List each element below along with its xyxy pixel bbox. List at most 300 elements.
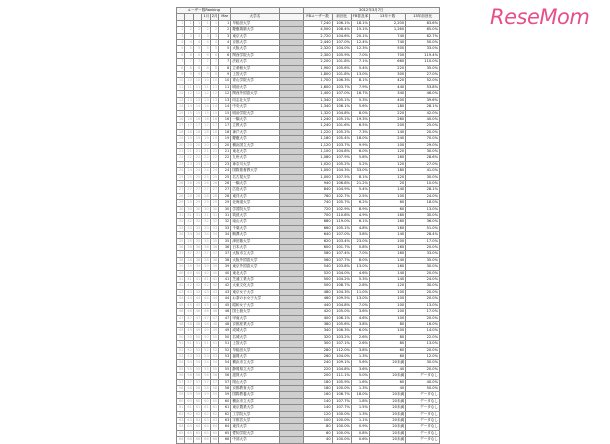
table-cell: 22.0% xyxy=(406,334,440,340)
table-cell: 6 xyxy=(219,52,231,58)
table-cell: 9 xyxy=(177,72,185,78)
table-cell: 300 xyxy=(303,341,332,347)
table-cell: 100.0% xyxy=(332,430,351,436)
table-cell: 36 xyxy=(193,245,201,251)
table-cell: 20 xyxy=(202,142,210,148)
table-cell: 40 xyxy=(219,270,231,276)
table-cell: 100.0% xyxy=(332,437,351,443)
table-cell: 104.3% xyxy=(332,168,351,174)
table-cell: 107.4% xyxy=(332,251,351,257)
table-cell: 8.1% xyxy=(351,78,369,84)
table-cell: 49 xyxy=(219,328,231,334)
table-cell: 1,240 xyxy=(303,116,332,122)
table-cell: 5 xyxy=(193,46,201,52)
table-cell: 36 xyxy=(177,245,185,251)
table-cell: 6.0% xyxy=(351,148,369,154)
table-cell: 540 xyxy=(303,264,332,270)
column-header: 2月 xyxy=(211,14,218,19)
table-cell: 30 xyxy=(210,206,218,212)
table-cell: 52 xyxy=(185,347,193,353)
table-cell: 100 xyxy=(369,309,405,315)
table-cell: 112.0% xyxy=(332,347,351,353)
table-cell: 48 xyxy=(219,321,231,327)
table-cell: 70.0% xyxy=(406,136,440,142)
table-cell: 30.0% xyxy=(406,174,440,180)
ranking-table xyxy=(176,7,440,444)
table-cell: 60 xyxy=(219,398,231,404)
table-cell: 20.0% xyxy=(406,366,440,372)
table-cell: 104.8% xyxy=(332,110,351,116)
university-name: 日本大学 xyxy=(231,245,279,251)
table-cell: 100 xyxy=(369,302,405,308)
table-cell: 51 xyxy=(193,341,201,347)
table-cell: 105.2% xyxy=(332,161,351,167)
table-cell: 55 xyxy=(219,366,231,372)
table-cell: 35 xyxy=(177,238,185,244)
table-cell: 33 xyxy=(185,225,193,231)
table-cell: 22 xyxy=(202,155,210,161)
table-cell: 27 xyxy=(210,187,218,193)
table-cell: 4.9% xyxy=(351,213,369,219)
table-cell: 39 xyxy=(202,264,210,270)
table-cell: 52 xyxy=(193,347,201,353)
table-cell: 24 xyxy=(202,168,210,174)
table-cell: 11 xyxy=(177,84,185,90)
table-cell: 26 xyxy=(219,180,231,186)
table-cell: 18 xyxy=(185,129,193,135)
table-cell: 106.3% xyxy=(332,78,351,84)
table-cell: 400 xyxy=(303,315,332,321)
table-cell: 30.0% xyxy=(406,264,440,270)
table-cell: 5 xyxy=(202,46,210,52)
table-cell: 49 xyxy=(185,328,193,334)
table-cell: 1,340 xyxy=(303,97,332,103)
table-cell: 28 xyxy=(193,193,201,199)
table-cell: 65 xyxy=(202,430,210,436)
table-cell: 29 xyxy=(185,200,193,206)
table-cell: 46 xyxy=(202,309,210,315)
table-cell: 32 xyxy=(219,219,231,225)
table-cell: 11 xyxy=(210,84,218,90)
table-cell: 50.0% xyxy=(406,385,440,391)
table-cell: 1,080 xyxy=(303,155,332,161)
table-cell: 560 xyxy=(303,257,332,263)
table-cell: 340 xyxy=(303,328,332,334)
table-cell: 3 xyxy=(177,33,185,39)
university-name: 東洋大学 xyxy=(231,193,279,199)
table-cell: 43 xyxy=(202,289,210,295)
table-cell: 44 xyxy=(219,296,231,302)
table-cell: 40 xyxy=(303,437,332,443)
table-cell: 1,180 xyxy=(303,136,332,142)
table-cell: 17 xyxy=(193,123,201,129)
table-cell: 2,200 xyxy=(369,20,405,26)
table-cell: 120 xyxy=(369,161,405,167)
table-cell: 640 xyxy=(303,232,332,238)
table-cell: 22 xyxy=(210,155,218,161)
table-cell: 660 xyxy=(369,59,405,65)
table-cell: 65 xyxy=(210,430,218,436)
table-cell: 140 xyxy=(369,277,405,283)
table-cell: 53 xyxy=(193,353,201,359)
table-cell: 64 xyxy=(210,424,218,430)
table-cell: 21.2% xyxy=(351,180,369,186)
table-cell: 14 xyxy=(193,104,201,110)
table-cell: 51 xyxy=(219,341,231,347)
table-cell: 33 xyxy=(219,225,231,231)
table-cell: 16.0% xyxy=(406,321,440,327)
table-cell: 13 xyxy=(177,97,185,103)
table-cell: 42 xyxy=(177,283,185,289)
table-cell: 35 xyxy=(210,238,218,244)
table-cell: 17.0% xyxy=(406,309,440,315)
table-cell: 48 xyxy=(177,321,185,327)
table-cell: 30.0% xyxy=(406,148,440,154)
table-cell: 2.6% xyxy=(351,334,369,340)
table-cell: 50 xyxy=(193,334,201,340)
table-cell: 34 xyxy=(210,232,218,238)
table-cell: 25 xyxy=(193,174,201,180)
table-cell: 20.0% xyxy=(406,296,440,302)
table-cell: 2,320 xyxy=(303,46,332,52)
table-cell: 24 xyxy=(210,168,218,174)
table-cell: 11.0% xyxy=(351,289,369,295)
table-cell: 42.0% xyxy=(406,110,440,116)
table-cell: 9 xyxy=(210,72,218,78)
table-cell: 3.8% xyxy=(351,232,369,238)
table-cell: 5 xyxy=(185,46,193,52)
table-cell: 140 xyxy=(369,129,405,135)
university-name: 明治学院大学 xyxy=(231,110,279,116)
table-cell: 4 xyxy=(219,40,231,46)
university-name: 滋賀大学 xyxy=(231,373,279,379)
university-name: 中央大学 xyxy=(231,104,279,110)
table-cell: 50 xyxy=(185,334,193,340)
table-cell: 220 xyxy=(369,65,405,71)
table-cell: 340 xyxy=(369,91,405,97)
table-cell: 104.0% xyxy=(332,270,351,276)
table-cell: 36 xyxy=(185,245,193,251)
table-cell: 104.3% xyxy=(332,289,351,295)
table-cell: 2 xyxy=(202,27,210,33)
table-cell: 39 xyxy=(219,264,231,270)
table-cell: 220 xyxy=(303,366,332,372)
table-cell: 280 xyxy=(303,347,332,353)
table-cell: 53 xyxy=(185,353,193,359)
table-cell: 49 xyxy=(202,328,210,334)
table-cell: 19 xyxy=(185,136,193,142)
table-cell: 33 xyxy=(193,225,201,231)
table-cell: 4.6% xyxy=(351,270,369,276)
table-cell: 34 xyxy=(177,232,185,238)
table-cell: 15 xyxy=(177,110,185,116)
table-cell: 10 xyxy=(177,78,185,84)
table-cell: 41 xyxy=(210,277,218,283)
table-cell: 104.0% xyxy=(332,46,351,52)
table-cell: 28.4% xyxy=(406,232,440,238)
table-cell: 26 xyxy=(177,180,185,186)
table-cell: 220 xyxy=(369,110,405,116)
table-cell: 60 xyxy=(369,379,405,385)
table-cell: 106.7% xyxy=(332,392,351,398)
table-cell: 8.9% xyxy=(351,206,369,212)
table-cell: 20 xyxy=(219,142,231,148)
table-cell: 7 xyxy=(193,59,201,65)
table-cell: 53.8% xyxy=(406,84,440,90)
table-cell: 460 xyxy=(303,296,332,302)
university-name: 一橋大学 xyxy=(231,116,279,122)
table-cell: 100 xyxy=(369,238,405,244)
table-cell: 19 xyxy=(219,136,231,142)
table-cell: 1 xyxy=(193,20,201,26)
table-cell: 17 xyxy=(219,123,231,129)
table-cell: 39 xyxy=(210,264,218,270)
table-cell: 18 xyxy=(202,129,210,135)
table-cell: 2 xyxy=(210,27,218,33)
table-cell: 8 xyxy=(202,65,210,71)
table-cell: 52.0% xyxy=(406,78,440,84)
table-cell: 140 xyxy=(369,270,405,276)
table-cell: 23 xyxy=(177,161,185,167)
table-cell: 64 xyxy=(185,424,193,430)
table-cell: 140 xyxy=(369,257,405,263)
column-header: 1月 xyxy=(203,14,210,19)
table-cell: 63 xyxy=(202,418,210,424)
table-cell: 4 xyxy=(185,40,193,46)
table-cell: 32 xyxy=(193,219,201,225)
table-cell: 38 xyxy=(177,257,185,263)
table-cell: 32 xyxy=(177,219,185,225)
table-cell: 63 xyxy=(185,418,193,424)
table-cell: 200 xyxy=(369,123,405,129)
table-cell: 37 xyxy=(210,251,218,257)
table-cell: 45 xyxy=(202,302,210,308)
table-cell: 107.0% xyxy=(332,91,351,97)
table-cell: 105.7% xyxy=(332,200,351,206)
table-cell: 0.8% xyxy=(351,430,369,436)
table-cell: 40 xyxy=(202,270,210,276)
table-cell: 31 xyxy=(219,213,231,219)
table-cell: 18 xyxy=(193,129,201,135)
table-cell: 28 xyxy=(177,193,185,199)
table-cell: 700 xyxy=(303,213,332,219)
table-cell: 54 xyxy=(202,360,210,366)
table-cell: 1,800 xyxy=(303,72,332,78)
table-cell: 56 xyxy=(210,373,218,379)
table-cell: 104.6% xyxy=(332,33,351,39)
table-cell: 5.3% xyxy=(351,97,369,103)
table-cell: 37 xyxy=(202,251,210,257)
university-name: 南山大学 xyxy=(231,219,279,225)
table-cell: 80 xyxy=(303,424,332,430)
table-cell: 1,240 xyxy=(303,123,332,129)
table-cell: 108.7% xyxy=(332,283,351,289)
table-cell: 440 xyxy=(369,84,405,90)
table-cell: 35 xyxy=(219,238,231,244)
table-cell: 60 xyxy=(202,398,210,404)
table-cell: 101.6% xyxy=(332,123,351,129)
university-name: 国際教養大学 xyxy=(231,392,279,398)
table-cell: 57 xyxy=(193,379,201,385)
table-cell: 9 xyxy=(202,72,210,78)
university-name: 工学院大学 xyxy=(231,411,279,417)
table-cell: 4 xyxy=(177,40,185,46)
table-cell: 31 xyxy=(185,213,193,219)
university-name: 国士舘大学 xyxy=(231,309,279,315)
table-cell: 30 xyxy=(177,206,185,212)
table-cell: 101.8% xyxy=(332,72,351,78)
university-name: 神奈川大学 xyxy=(231,161,279,167)
table-cell: 4 xyxy=(202,40,210,46)
table-cell: 8 xyxy=(219,65,231,71)
table-cell: 15 xyxy=(202,110,210,116)
table-cell: 43 xyxy=(185,289,193,295)
resemom-logo xyxy=(490,5,608,31)
table-cell: 9.9% xyxy=(351,142,369,148)
table-cell: 11 xyxy=(193,84,201,90)
table-cell: データなし xyxy=(406,398,440,404)
table-cell: 400 xyxy=(369,97,405,103)
table-cell: 106.1% xyxy=(332,315,351,321)
table-cell: 17 xyxy=(202,123,210,129)
table-cell: 57 xyxy=(219,379,231,385)
table-cell: 40 xyxy=(193,270,201,276)
table-cell: 14 xyxy=(185,104,193,110)
table-cell: データなし xyxy=(406,373,440,379)
table-cell: 20 xyxy=(369,180,405,186)
table-cell: 300 xyxy=(369,72,405,78)
table-cell: 49 xyxy=(210,328,218,334)
table-cell: 14 xyxy=(202,104,210,110)
table-cell: 680 xyxy=(303,219,332,225)
table-cell: 20未満 xyxy=(369,411,405,417)
table-cell: 42 xyxy=(185,283,193,289)
table-cell: 40 xyxy=(369,366,405,372)
table-cell: 11 xyxy=(185,84,193,90)
table-cell: 5 xyxy=(177,46,185,52)
table-cell: 28 xyxy=(202,193,210,199)
table-cell: 16 xyxy=(193,116,201,122)
table-cell: 107.0% xyxy=(332,232,351,238)
table-cell: 45 xyxy=(185,302,193,308)
table-cell: 3 xyxy=(193,33,201,39)
table-cell: 940 xyxy=(303,180,332,186)
table-cell: 17 xyxy=(210,123,218,129)
university-name: 法政大学 xyxy=(231,59,279,65)
table-cell: 66 xyxy=(185,437,193,443)
table-cell: データなし xyxy=(406,405,440,411)
table-cell: 7 xyxy=(210,59,218,65)
table-cell: 720 xyxy=(303,206,332,212)
table-cell: 4,500 xyxy=(303,27,332,33)
table-cell: 7 xyxy=(202,59,210,65)
table-cell: 24.0% xyxy=(406,193,440,199)
table-cell: 63 xyxy=(193,418,201,424)
table-cell: 35 xyxy=(193,238,201,244)
table-cell: 29 xyxy=(177,200,185,206)
group-left-header: ユーザー数Ranking xyxy=(177,8,231,14)
table-cell: 500 xyxy=(303,283,332,289)
table-cell: 80 xyxy=(369,334,405,340)
column-header: 前回比 xyxy=(332,14,351,20)
table-cell: 80 xyxy=(369,321,405,327)
table-cell: 480 xyxy=(303,289,332,295)
table-cell: 8 xyxy=(193,65,201,71)
table-cell: 420 xyxy=(303,309,332,315)
table-cell: 6.2% xyxy=(351,200,369,206)
table-cell: 100 xyxy=(369,328,405,334)
table-cell: 46.0% xyxy=(406,91,440,97)
table-cell: 28 xyxy=(219,193,231,199)
university-name: 国際基督教大学 xyxy=(231,168,279,174)
table-cell: 8 xyxy=(210,65,218,71)
table-cell: データなし xyxy=(406,392,440,398)
table-cell: 58 xyxy=(219,385,231,391)
table-cell: 23 xyxy=(185,161,193,167)
table-cell: 8.1% xyxy=(351,174,369,180)
table-cell: 580 xyxy=(303,251,332,257)
table-cell: 57 xyxy=(202,379,210,385)
table-cell: 21 xyxy=(177,148,185,154)
table-cell: 41 xyxy=(219,277,231,283)
university-name: 神戸大学 xyxy=(231,129,279,135)
table-cell: 20 xyxy=(210,142,218,148)
table-cell: 23 xyxy=(202,161,210,167)
table-cell: 107.7% xyxy=(332,405,351,411)
table-cell: 15.1% xyxy=(351,27,369,33)
table-cell: 43 xyxy=(177,289,185,295)
table-cell: 2,200 xyxy=(303,59,332,65)
table-cell: 7 xyxy=(177,59,185,65)
table-cell: 520 xyxy=(303,270,332,276)
table-cell: 380 xyxy=(303,321,332,327)
table-cell: 12 xyxy=(202,91,210,97)
table-cell: 59 xyxy=(210,392,218,398)
table-cell: 33.0% xyxy=(406,251,440,257)
table-body xyxy=(177,20,440,443)
table-cell: 1 xyxy=(185,20,193,26)
table-cell: 140 xyxy=(369,232,405,238)
table-cell: 107.1% xyxy=(332,341,351,347)
table-cell: 10 xyxy=(219,78,231,84)
table-cell: 31 xyxy=(202,213,210,219)
table-cell: 28.6% xyxy=(406,155,440,161)
table-cell: 36.0% xyxy=(406,219,440,225)
table-cell: 740 xyxy=(369,33,405,39)
table-cell: 43 xyxy=(219,289,231,295)
table-cell: 20.0% xyxy=(406,289,440,295)
table-cell: 2,300 xyxy=(303,52,332,58)
table-cell: 51 xyxy=(185,341,193,347)
table-cell: 42 xyxy=(210,283,218,289)
table-cell: 16 xyxy=(219,116,231,122)
table-cell: 61 xyxy=(193,405,201,411)
table-cell: 20未満 xyxy=(369,405,405,411)
table-cell: 160 xyxy=(369,219,405,225)
table-cell: 65 xyxy=(193,430,201,436)
table-cell: 19 xyxy=(177,136,185,142)
table-cell: 33.0% xyxy=(406,46,440,52)
university-name: 同志社大学 xyxy=(231,97,279,103)
table-cell: 119.4% xyxy=(406,52,440,58)
table-cell: 30.0% xyxy=(406,360,440,366)
table-cell: 41 xyxy=(177,277,185,283)
table-cell: 6.5% xyxy=(351,123,369,129)
table-cell: 21 xyxy=(202,148,210,154)
table-cell: 62.7% xyxy=(406,33,440,39)
table-cell: 7.0% xyxy=(351,302,369,308)
table-cell: 45 xyxy=(177,302,185,308)
